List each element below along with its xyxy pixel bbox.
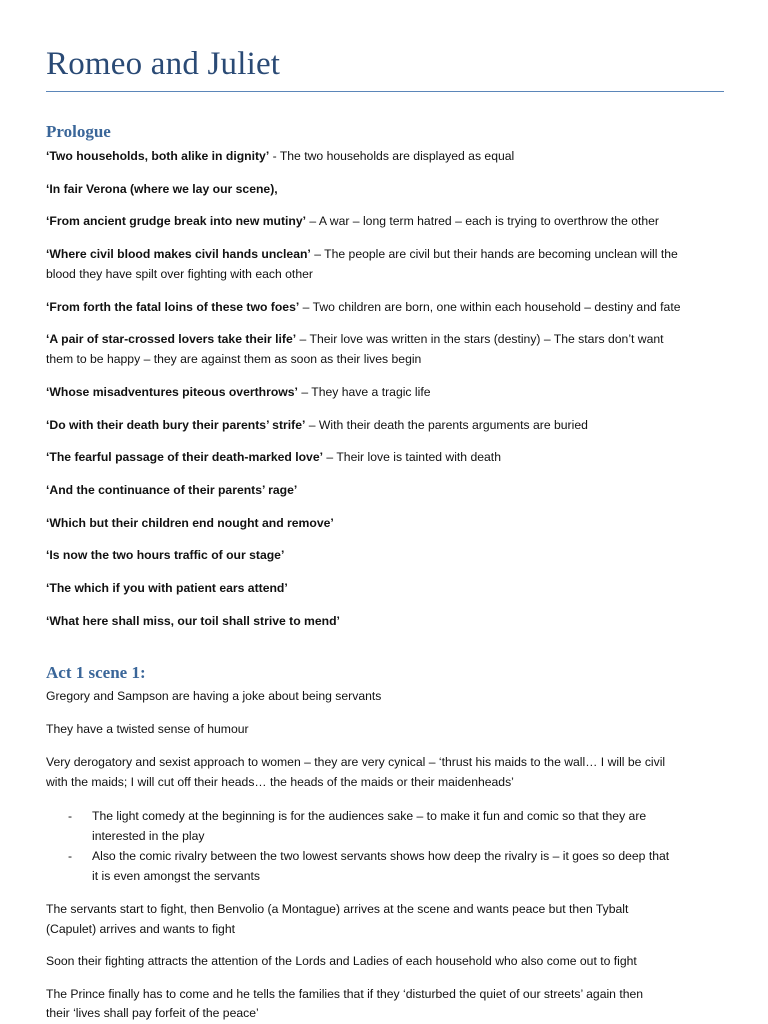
prologue-line bbox=[46, 611, 340, 631]
quote-text: ‘Where civil blood makes civil hands unclean’ bbox=[46, 247, 311, 261]
prologue-line bbox=[46, 382, 431, 402]
prologue-line bbox=[46, 146, 514, 166]
quote-text: ‘Is now the two hours traffic of our stage’ bbox=[46, 548, 285, 562]
bullet-item: Also the comic rivalry between the two lowest servants shows how deep the rivalry is – it goes so deep that bbox=[92, 849, 670, 863]
quote-text: ‘What here shall miss, our toil shall strive to mend’ bbox=[46, 614, 340, 628]
document-title: Romeo and Juliet bbox=[46, 46, 281, 82]
commentary-text: – The people are civil but their hands are becoming unclean will the bbox=[310, 247, 678, 261]
quote-text: ‘Whose misadventures piteous overthrows’ bbox=[46, 385, 298, 399]
paragraph: with the maids; I will cut off their heads… the heads of the maids or their maidenheads’ bbox=[46, 775, 514, 789]
bullet-item: it is even amongst the servants bbox=[92, 869, 261, 883]
commentary-text: – They have a tragic life bbox=[297, 385, 431, 399]
prologue-line bbox=[46, 447, 501, 467]
commentary-text: – Their love is tainted with death bbox=[323, 450, 501, 464]
quote-text: ‘The fearful passage of their death-marked love’ bbox=[46, 450, 324, 464]
title-divider bbox=[46, 91, 724, 92]
paragraph: The Prince finally has to come and he tells the families that if they ‘disturbed the quiet of our streets’ again then bbox=[46, 987, 644, 1001]
prologue-line bbox=[46, 578, 288, 598]
bullet-marker: - bbox=[68, 849, 73, 863]
prologue-line bbox=[46, 480, 297, 500]
commentary-text: – A war – long term hatred – each is trying to overthrow the other bbox=[306, 214, 659, 228]
commentary-text: – Their love was written in the stars (destiny) – The stars don’t want bbox=[296, 332, 664, 346]
prologue-line bbox=[46, 179, 278, 199]
quote-text: ‘And the continuance of their parents’ rage’ bbox=[46, 483, 298, 497]
paragraph: Soon their fighting attracts the attention of the Lords and Ladies of each household who also come out to fight bbox=[46, 954, 637, 968]
prologue-line bbox=[46, 545, 284, 565]
commentary-text: – Two children are born, one within each household – destiny and fate bbox=[299, 300, 681, 314]
prologue-line bbox=[46, 329, 664, 349]
commentary-text: them to be happy – they are against them as soon as their lives begin bbox=[46, 352, 422, 366]
quote-text: ‘Two households, both alike in dignity’ bbox=[46, 149, 270, 163]
prologue-line bbox=[46, 297, 680, 317]
prologue-line bbox=[46, 264, 313, 284]
bullet-item: The light comedy at the beginning is for the audiences sake – to make it fun and comic so that they are bbox=[92, 809, 647, 823]
bullet-item: interested in the play bbox=[92, 829, 205, 843]
commentary-text: blood they have spilt over fighting with each other bbox=[46, 267, 313, 281]
paragraph: The servants start to fight, then Benvolio (a Montague) arrives at the scene and wants peace but then Tybalt bbox=[46, 902, 629, 916]
quote-text: ‘From forth the fatal loins of these two foes’ bbox=[46, 300, 300, 314]
paragraph: their ‘lives shall pay forfeit of the peace’ bbox=[46, 1006, 259, 1020]
commentary-text: – With their death the parents arguments are buried bbox=[305, 418, 588, 432]
commentary-text: - The two households are displayed as equal bbox=[269, 149, 515, 163]
paragraph: They have a twisted sense of humour bbox=[46, 722, 249, 736]
act1-scene1-heading: Act 1 scene 1: bbox=[46, 663, 146, 682]
bullet-marker: - bbox=[68, 809, 73, 823]
paragraph: Very derogatory and sexist approach to women – they are very cynical – ‘thrust his maids to the wall… I will be civil bbox=[46, 755, 666, 769]
paragraph: Gregory and Sampson are having a joke about being servants bbox=[46, 689, 382, 703]
quote-text: ‘Do with their death bury their parents’ strife’ bbox=[46, 418, 306, 432]
prologue-line bbox=[46, 513, 334, 533]
quote-text: ‘In fair Verona (where we lay our scene), bbox=[46, 182, 278, 196]
paragraph: (Capulet) arrives and wants to fight bbox=[46, 922, 235, 936]
prologue-heading: Prologue bbox=[46, 122, 111, 141]
prologue-line bbox=[46, 244, 678, 264]
quote-text: ‘The which if you with patient ears attend’ bbox=[46, 581, 288, 595]
quote-text: ‘A pair of star-crossed lovers take their life’ bbox=[46, 332, 297, 346]
prologue-line bbox=[46, 349, 421, 369]
prologue-line bbox=[46, 211, 659, 231]
quote-text: ‘From ancient grudge break into new mutiny’ bbox=[46, 214, 307, 228]
prologue-line bbox=[46, 415, 588, 435]
quote-text: ‘Which but their children end nought and remove’ bbox=[46, 516, 334, 530]
